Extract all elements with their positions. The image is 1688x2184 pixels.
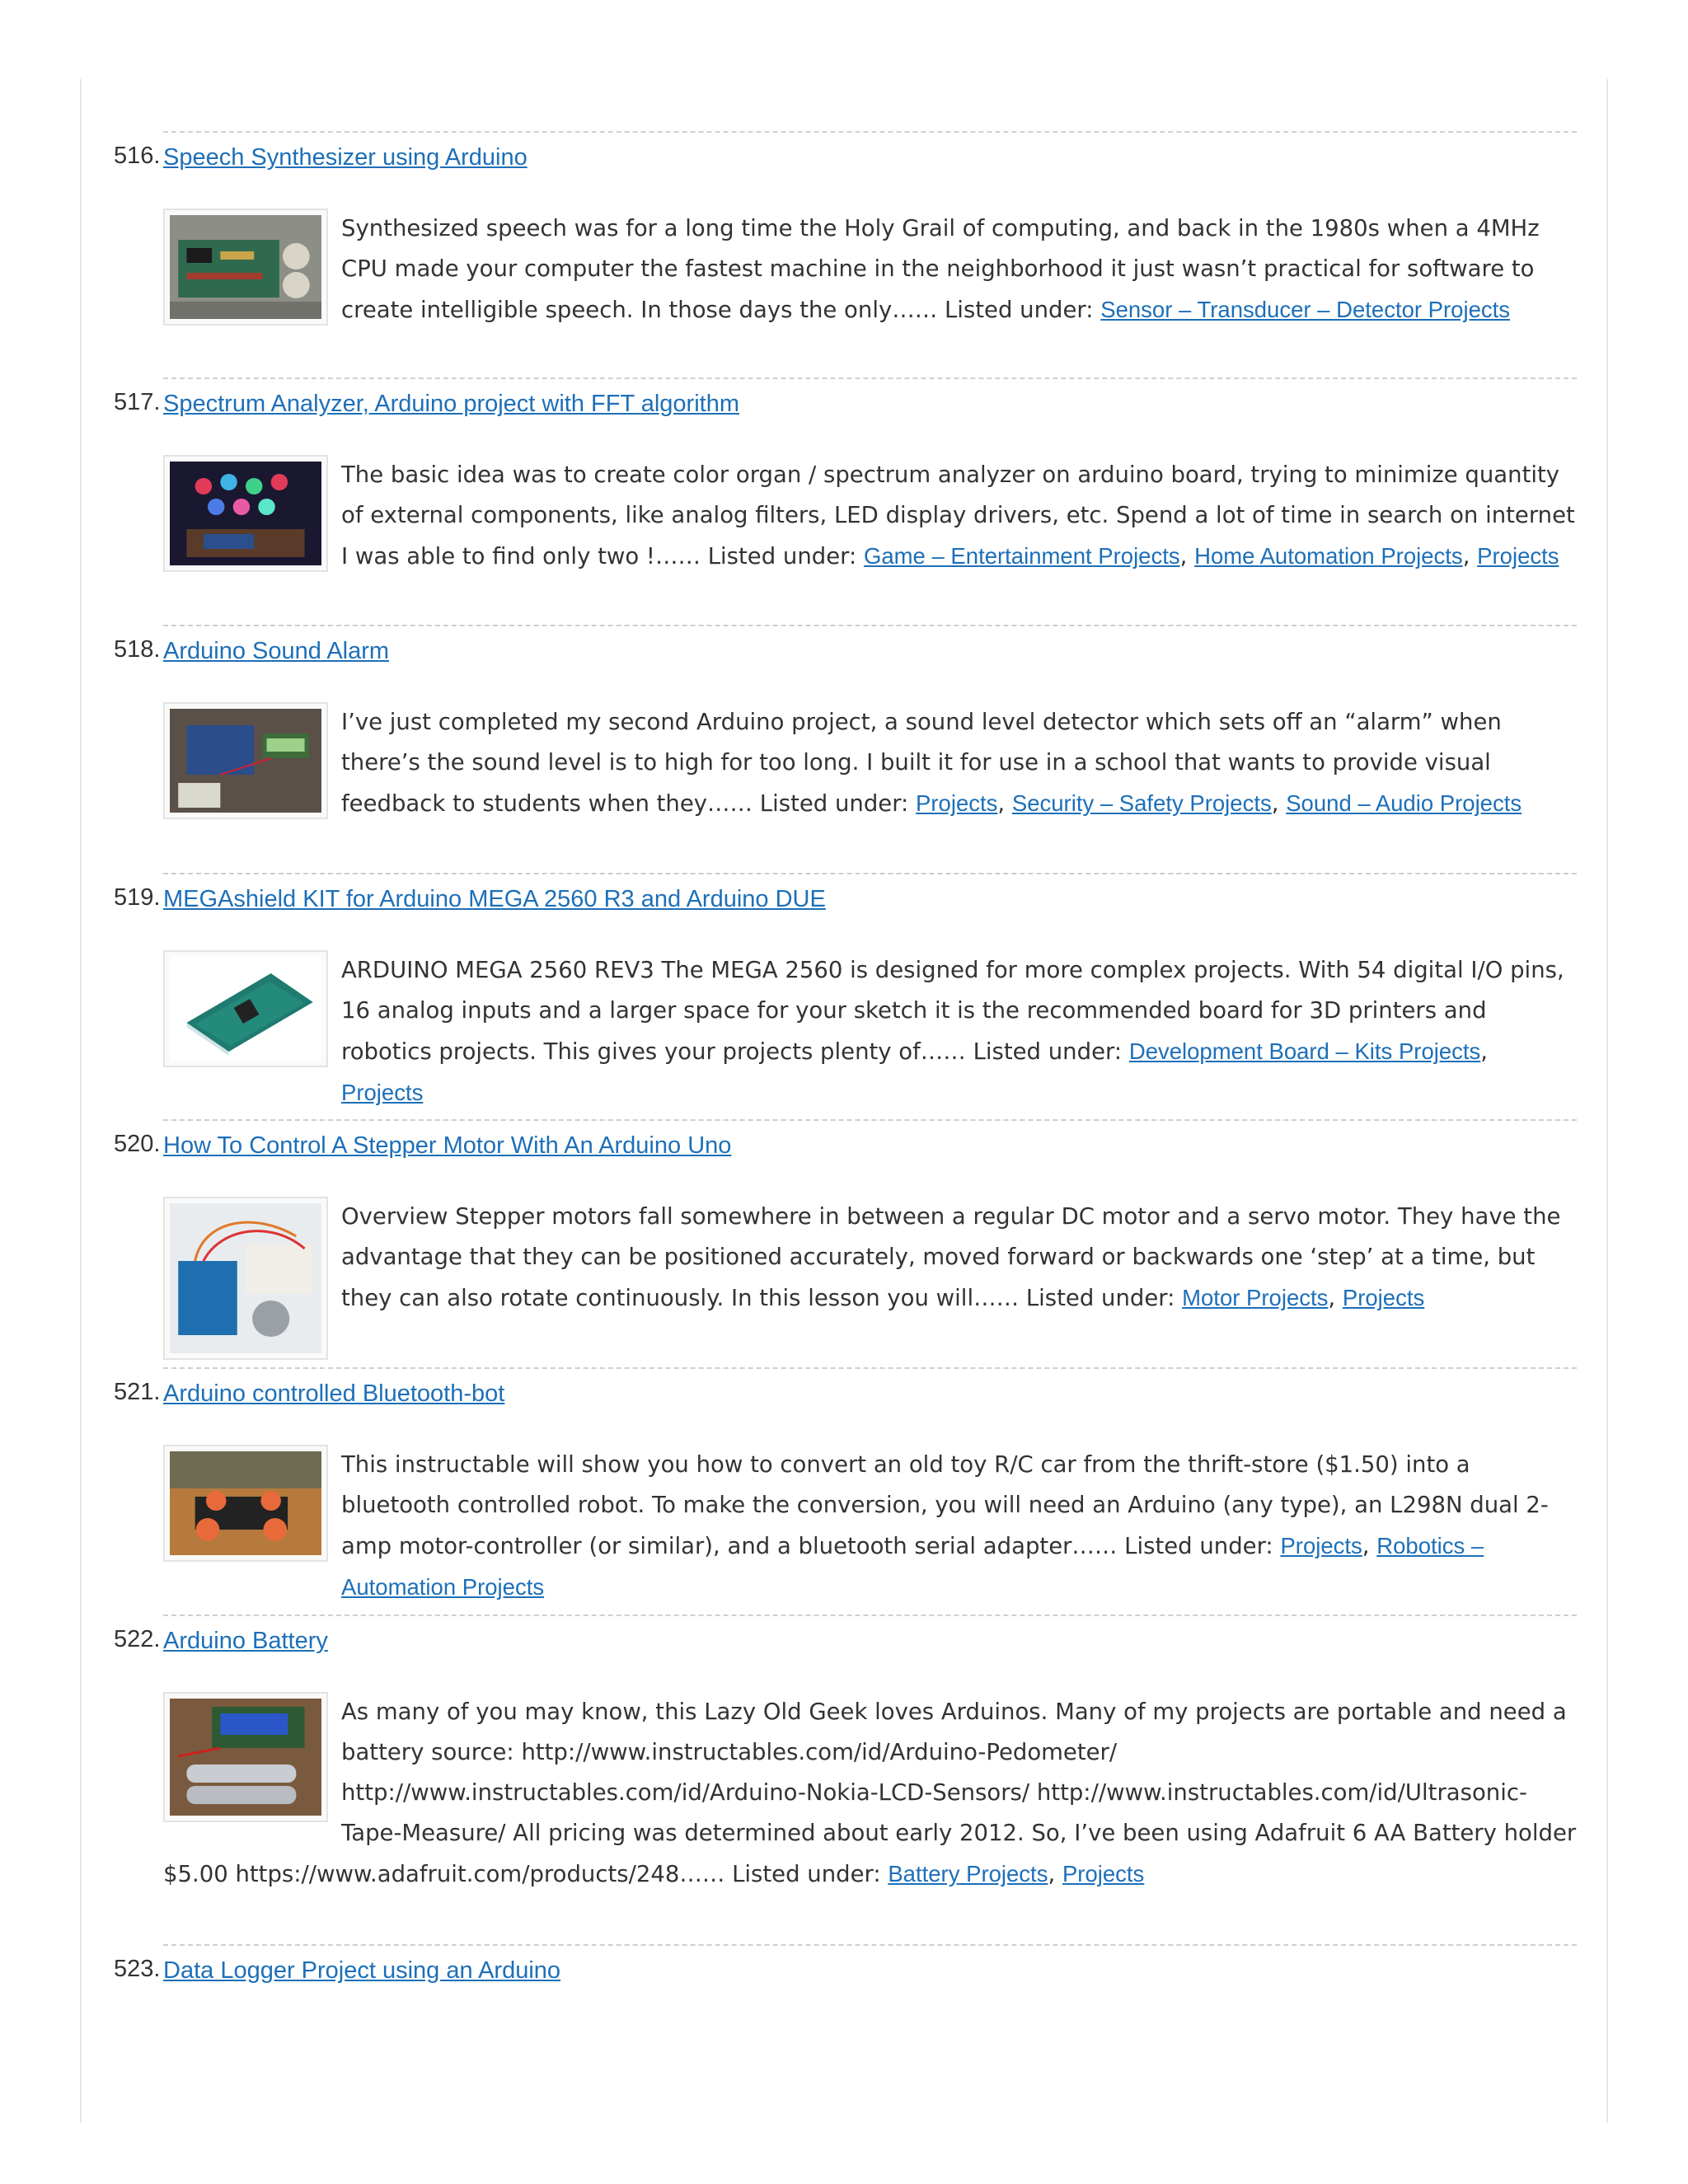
category-link[interactable]: Game – Entertainment Projects: [863, 543, 1180, 569]
listed-under-label: Listed under:: [973, 1038, 1123, 1065]
entry-thumbnail[interactable]: [163, 1692, 328, 1822]
category-link[interactable]: Projects: [1477, 543, 1559, 569]
listed-under-label: Listed under:: [707, 543, 857, 569]
entry-thumbnail[interactable]: [163, 702, 328, 819]
entry-body: [163, 1445, 1577, 1608]
entry-body: [163, 950, 1577, 1113]
entry-number: 518.: [114, 636, 161, 663]
list-item: [114, 1615, 1577, 1895]
entry-title-link[interactable]: Arduino Sound Alarm: [163, 638, 390, 664]
category-link[interactable]: Home Automation Projects: [1194, 543, 1463, 569]
listed-under-label: Listed under:: [1124, 1533, 1273, 1559]
entry-thumbnail[interactable]: [163, 950, 328, 1067]
category-link[interactable]: Projects: [1342, 1285, 1425, 1310]
entry-title-link[interactable]: MEGAshield KIT for Arduino MEGA 2560 R3 and Arduino DUE: [163, 886, 826, 912]
list-item: [114, 1119, 1577, 1366]
entry-number: 519.: [114, 884, 161, 911]
entry-header: [114, 1615, 1577, 1667]
entry-excerpt: As many of you may know, this Lazy Old Geek loves Arduinos. Many of my projects are portable and need a battery source: http://www.instructables.com/id/Arduino-Pedometer/ http://www.instructables.com/id/Arduino-Nokia-LCD-Sensors/ http://www.instructables.com/id/Ultrasonic-Tape-Measure/ All pricing was determined about early 2012. So, I’ve been using Adafruit 6 AA Battery holder $5.00 https://www.adafruit.com/products/248…… Listed under: Battery Projects, Projects: [163, 1699, 1577, 1887]
entry-header: [114, 1944, 1577, 1997]
excerpt-text: As many of you may know, this Lazy Old Geek loves Arduinos. Many of my projects are portable and need a battery source: http://www.instructables.com/id/Arduino-Pedometer/ http://www.instructables.com/id/Arduino-Nokia-LCD-Sensors/ http://www.instructables.com/id/Ultrasonic-Tape-Measure/ All pricing was determined about early 2012. So, I’ve been using Adafruit 6 AA Battery holder $5.00 https://www.adafruit.com/products/248……: [163, 1699, 1577, 1887]
excerpt-text: ARDUINO MEGA 2560 REV3 The MEGA 2560 is designed for more complex projects. With 54 digital I/O pins, 16 analog inputs and a larger space for your sketch it is the recommended board for 3D printers and robotics projects. This gives your projects plenty of……: [341, 957, 1564, 1065]
listed-under-label: Listed under:: [759, 790, 909, 817]
category-link[interactable]: Projects: [1280, 1533, 1362, 1558]
entry-number: 521.: [114, 1379, 161, 1405]
list-item: [114, 131, 1577, 332]
entry-thumbnail[interactable]: [163, 1197, 328, 1360]
excerpt-text: I’ve just completed my second Arduino project, a sound level detector which sets off an “alarm” when there’s the sound level is to high for too long. I built it for use in a school that wants to provide visual feedback to students when they……: [341, 709, 1502, 817]
category-link[interactable]: Sound – Audio Projects: [1286, 790, 1522, 816]
category-link[interactable]: Development Board – Kits Projects: [1128, 1038, 1481, 1064]
entry-thumbnail[interactable]: [163, 1445, 328, 1562]
entry-excerpt: [163, 209, 1577, 330]
list-item: [114, 1367, 1577, 1608]
rc-car-photo-icon: [170, 1451, 321, 1555]
entry-body: [163, 455, 1577, 577]
entry-body: [163, 702, 1577, 824]
excerpt-text: The basic idea was to create color organ / spectrum analyzer on arduino board, trying to minimize quantity of external components, like analog filters, LED display drivers, etc. Spend a lot of time in search on internet I was able to find only two !……: [341, 462, 1575, 569]
entry-excerpt: Overview Stepper motors fall somewhere in between a regular DC motor and a servo motor. They have the advantage that they can be positioned accurately, moved forward or backwards one ‘step’ at a time, but they can also rotate continuously. In this lesson you will…… Listed under: Motor Projects, Projects: [341, 1203, 1561, 1311]
entry-number: 522.: [114, 1626, 161, 1652]
excerpt-text: Overview Stepper motors fall somewhere in between a regular DC motor and a servo motor. They have the advantage that they can be positioned accurately, moved forward or backwards one ‘step’ at a time, but they can also rotate continuously. In this lesson you will……: [341, 1203, 1561, 1311]
category-link[interactable]: Sensor – Transducer – Detector Projects: [1100, 297, 1511, 322]
entry-title-link[interactable]: Speech Synthesizer using Arduino: [163, 144, 528, 171]
stepper-motor-photo-icon: [170, 1203, 321, 1353]
listed-under-label: Listed under:: [944, 297, 1094, 323]
list-item: [114, 625, 1577, 826]
arduino-mega-photo-icon: [170, 957, 321, 1061]
category-link[interactable]: Projects: [1062, 1861, 1145, 1886]
category-link[interactable]: Projects: [341, 1080, 424, 1105]
entry-excerpt: I’ve just completed my second Arduino project, a sound level detector which sets off an “alarm” when there’s the sound level is to high for too long. I built it for use in a school that wants to provide visual feedback to students when they…… Listed under: Projects, Security – Safety Projects, Sound – Audio Projects: [341, 709, 1522, 817]
listed-under-label: Listed under:: [732, 1861, 881, 1887]
entry-header: [114, 131, 1577, 184]
entry-header: [114, 873, 1577, 926]
entry-title-link[interactable]: How To Control A Stepper Motor With An Arduino Uno: [163, 1132, 732, 1159]
list-item: [114, 1944, 1577, 1997]
entry-excerpt: The basic idea was to create color organ / spectrum analyzer on arduino board, trying to minimize quantity of external components, like analog filters, LED display drivers, etc. Spend a lot of time in search on internet I was able to find only two !…… Listed under: Game – Entertainment Projects, Home Automation Projects, Projects: [341, 462, 1575, 569]
entry-thumbnail[interactable]: [163, 209, 328, 326]
entry-header: [114, 1367, 1577, 1420]
led-matrix-photo-icon: [170, 462, 321, 565]
entry-body: [163, 209, 1577, 330]
category-link[interactable]: Motor Projects: [1182, 1285, 1329, 1310]
entry-excerpt: ARDUINO MEGA 2560 REV3 The MEGA 2560 is designed for more complex projects. With 54 digital I/O pins, 16 analog inputs and a larger space for your sketch it is the recommended board for 3D printers and robotics projects. This gives your projects plenty of…… Listed under: Development Board – Kits Projects, Projects: [341, 957, 1564, 1105]
entry-thumbnail[interactable]: [163, 455, 328, 572]
entry-title-link[interactable]: Arduino Battery: [163, 1628, 328, 1654]
circuit-board-photo-icon: [170, 215, 321, 319]
entry-body: [163, 1692, 1577, 1895]
entry-header: [114, 1119, 1577, 1172]
entry-header: [114, 625, 1577, 677]
entry-number: 516.: [114, 143, 161, 169]
list-item: [114, 377, 1577, 579]
category-link[interactable]: Battery Projects: [888, 1861, 1048, 1886]
listed-under-label: Listed under:: [1025, 1285, 1175, 1311]
entry-body: [163, 1197, 1577, 1319]
excerpt-text: This instructable will show you how to convert an old toy R/C car from the thrift-store ($1.50) into a bluetooth controlled robot. To make the conversion, you will need an Arduino (any type), an L298N dual 2-amp motor-controller (or similar), and a bluetooth serial adapter……: [341, 1451, 1549, 1559]
breadboard-photo-icon: [170, 709, 321, 813]
category-link[interactable]: Security – Safety Projects: [1011, 790, 1272, 816]
entry-number: 520.: [114, 1131, 161, 1157]
entry-excerpt: This instructable will show you how to convert an old toy R/C car from the thrift-store ($1.50) into a bluetooth controlled robot. To make the conversion, you will need an Arduino (any type), an L298N dual 2-amp motor-controller (or similar), and a bluetooth serial adapter…… Listed under: Projects, Robotics – Automation Projects: [341, 1451, 1549, 1600]
entry-title-link[interactable]: Data Logger Project using an Arduino: [163, 1957, 561, 1984]
list-item: [114, 873, 1577, 1113]
battery-lcd-photo-icon: [170, 1699, 321, 1816]
excerpt-text: Synthesized speech was for a long time the Holy Grail of computing, and back in the 1980s when a 4MHz CPU made your computer the fastest machine in the neighborhood it just wasn’t practical for software to create intelligible speech. In those days the only……: [341, 215, 1540, 323]
entry-number: 523.: [114, 1956, 161, 1982]
category-link[interactable]: Projects: [916, 790, 998, 816]
entry-number: 517.: [114, 389, 161, 415]
entry-title-link[interactable]: Spectrum Analyzer, Arduino project with FFT algorithm: [163, 391, 739, 417]
category-link[interactable]: Robotics – Automation Projects: [341, 1533, 1484, 1600]
entry-title-link[interactable]: Arduino controlled Bluetooth-bot: [163, 1380, 505, 1407]
entry-header: [114, 377, 1577, 430]
